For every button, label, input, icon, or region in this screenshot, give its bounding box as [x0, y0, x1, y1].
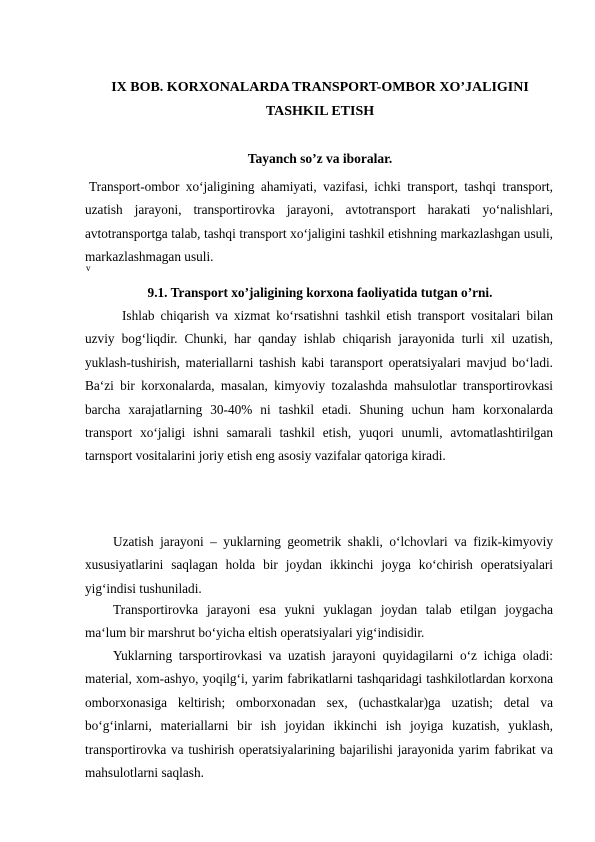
section-heading: 9.1. Transport xo’jaligining korxona faoliyatida tutgan o’rni.: [147, 285, 493, 300]
chapter-title: IX BOB. KORXONALARDA TRANSPORT-OMBOR XO’JALIGINI TASHKIL ETISH: [111, 80, 529, 119]
keywords-text: Transport-ombor xo‘jaligining ahamiyati, vazifasi, ichki transport, tashqi transport, uzatish jarayoni, transportirovka jarayoni, avtotransport harakati yo‘nalishlari, avtotransportga talab, tashqi transport xo‘jaligini tashkil etishning markazlashgan usuli, markazlashmagan usuli.: [85, 179, 553, 265]
body-paragraph: Transportirovka jarayoni esa yukni yuklagan joydan talab etilgan joygacha ma‘lum bir marshrut bo‘yicha eltish operatsiyalari yig‘indisidir.: [85, 602, 553, 641]
body-paragraph: Ishlab chiqarish va xizmat ko‘rsatishni tashkil etish transport vositalari bilan uzviy bog‘liqdir. Chunki, har qanday ishlab chiqarish jarayonida turli xil uzatish, yuklash-tushirish, materiallarni tashish kabi taransport operatsiyalari mavjud bo‘ladi. Ba‘zi bir korxonalarda, masalan, kimyoviy tozalashda mahsulotlar transportirovkasi barcha xarajatlarning 30-40% ni tashkil etadi. Shuning uchun ham korxonalarda transport xo‘jaligi ishni samarali tashkil etish, yuqori unumli, avtomatlashtirilgan tarnsport vositalarini joriy etish eng asosiy vazifalar qatoriga kiradi.: [85, 308, 553, 464]
body-paragraph: Uzatish jarayoni – yuklarning geometrik shakli, o‘lchovlari va fizik-kimyoviy xususiyatlarini saqlagan holda bir joydan ikkinchi joyga ko‘chirish operatsiyalari yig‘indisi tushuniladi.: [85, 534, 553, 596]
keywords-heading: Tayanch so’z va iboralar.: [247, 151, 393, 166]
body-paragraph: Yuklarning tarsportirovkasi va uzatish jarayoni quyidagilarni o‘z ichiga oladi: material, xom-ashyo, yoqilg‘i, yarim fabrikatlarni tashqaridagi tashkilotlardan korxona omborxonasiga keltirish; omborxonadan sex, (uchastkalar)ga uzatish; detal va bo‘g‘inlarni, materiallarni bir ish joyidan ikkinchi ish joyiga kuzatish, yuklash, transportirovka va tushirish operatsiyalarining bajarilishi jarayonida yarim fabrikat va mahsulotlarni saqlash.: [85, 648, 553, 781]
margin-marker: v: [86, 263, 91, 273]
